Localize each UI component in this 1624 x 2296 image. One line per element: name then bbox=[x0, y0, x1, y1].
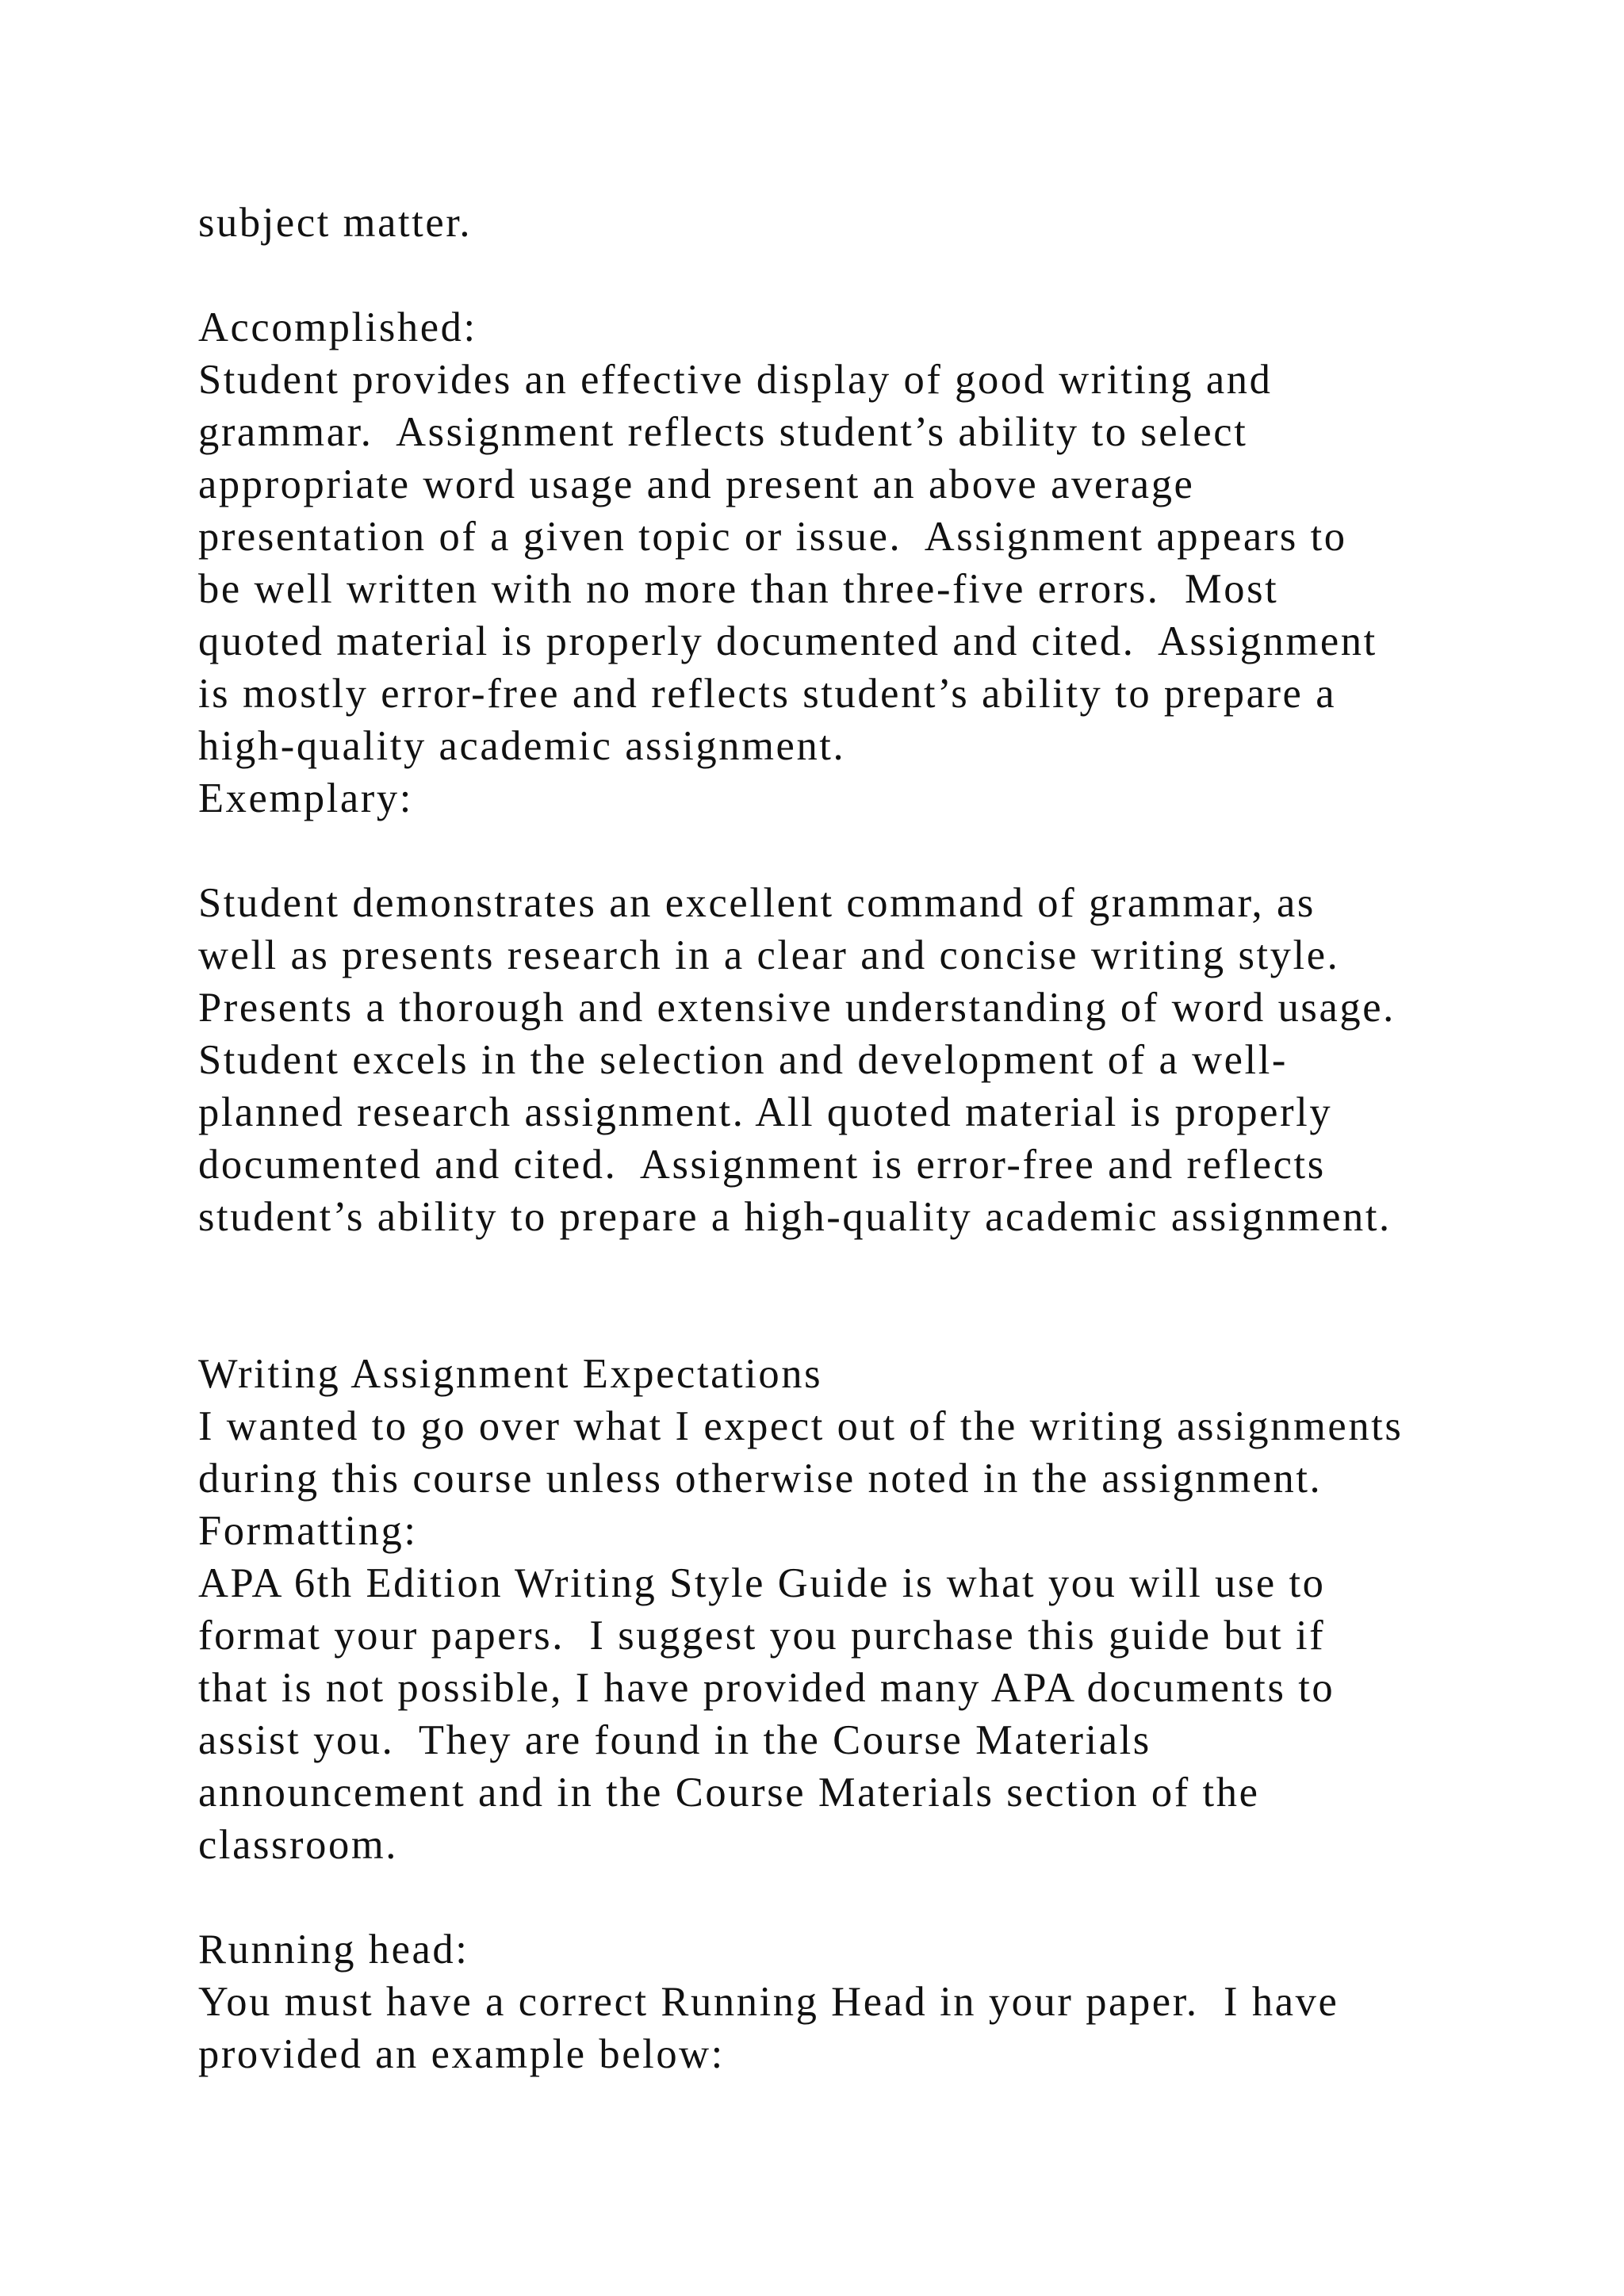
spacer bbox=[198, 1871, 1562, 1923]
spacer bbox=[198, 1243, 1562, 1348]
exemplary-line: student’s ability to prepare a high-quality academic assignment. bbox=[198, 1194, 1392, 1240]
formatting-heading: Formatting: bbox=[198, 1508, 418, 1554]
accomplished-line: grammar. Assignment reflects student’s ability to select bbox=[198, 409, 1248, 455]
exemplary-line: documented and cited. Assignment is error-free and reflects bbox=[198, 1142, 1326, 1188]
accomplished-line: quoted material is properly documented and cited. Assignment bbox=[198, 618, 1377, 664]
expectations-line: I wanted to go over what I expect out of the writing assignments bbox=[198, 1403, 1404, 1449]
exemplary-line: planned research assignment. All quoted material is properly bbox=[198, 1089, 1333, 1135]
formatting-line: that is not possible, I have provided many APA documents to bbox=[198, 1665, 1335, 1711]
spacer bbox=[198, 825, 1562, 877]
document-body bbox=[198, 197, 1562, 2080]
running-head-line: provided an example below: bbox=[198, 2031, 725, 2077]
accomplished-line: presentation of a given topic or issue. Assignment appears to bbox=[198, 514, 1347, 560]
formatting-line: format your papers. I suggest you purchase this guide but if bbox=[198, 1613, 1326, 1659]
expectations-line: during this course unless otherwise noted in the assignment. bbox=[198, 1456, 1323, 1502]
accomplished-line: Student provides an effective display of good writing and bbox=[198, 357, 1273, 403]
exemplary-line: Student excels in the selection and development of a well- bbox=[198, 1037, 1288, 1083]
formatting-line: APA 6th Edition Writing Style Guide is what you will use to bbox=[198, 1560, 1326, 1606]
accomplished-line: is mostly error-free and reflects student’s ability to prepare a bbox=[198, 671, 1337, 717]
accomplished-line: high-quality academic assignment. bbox=[198, 723, 846, 769]
exemplary-heading: Exemplary: bbox=[198, 775, 413, 821]
spacer bbox=[198, 249, 1562, 301]
exemplary-line: well as presents research in a clear and concise writing style. bbox=[198, 932, 1340, 978]
formatting-line: announcement and in the Course Materials section of the bbox=[198, 1770, 1260, 1816]
accomplished-line: be well written with no more than three-five errors. Most bbox=[198, 566, 1279, 612]
running-head-line: You must have a correct Running Head in your paper. I have bbox=[198, 1979, 1339, 2025]
formatting-line: assist you. They are found in the Course Materials bbox=[198, 1717, 1151, 1763]
accomplished-line: appropriate word usage and present an above average bbox=[198, 461, 1195, 507]
exemplary-line: Student demonstrates an excellent command of grammar, as bbox=[198, 880, 1316, 926]
intro-line: subject matter. bbox=[198, 200, 473, 246]
formatting-line: classroom. bbox=[198, 1822, 398, 1868]
accomplished-heading: Accomplished: bbox=[198, 304, 477, 350]
running-head-heading: Running head: bbox=[198, 1927, 469, 1973]
expectations-heading: Writing Assignment Expectations bbox=[198, 1351, 823, 1397]
exemplary-line: Presents a thorough and extensive understanding of word usage. bbox=[198, 985, 1396, 1031]
